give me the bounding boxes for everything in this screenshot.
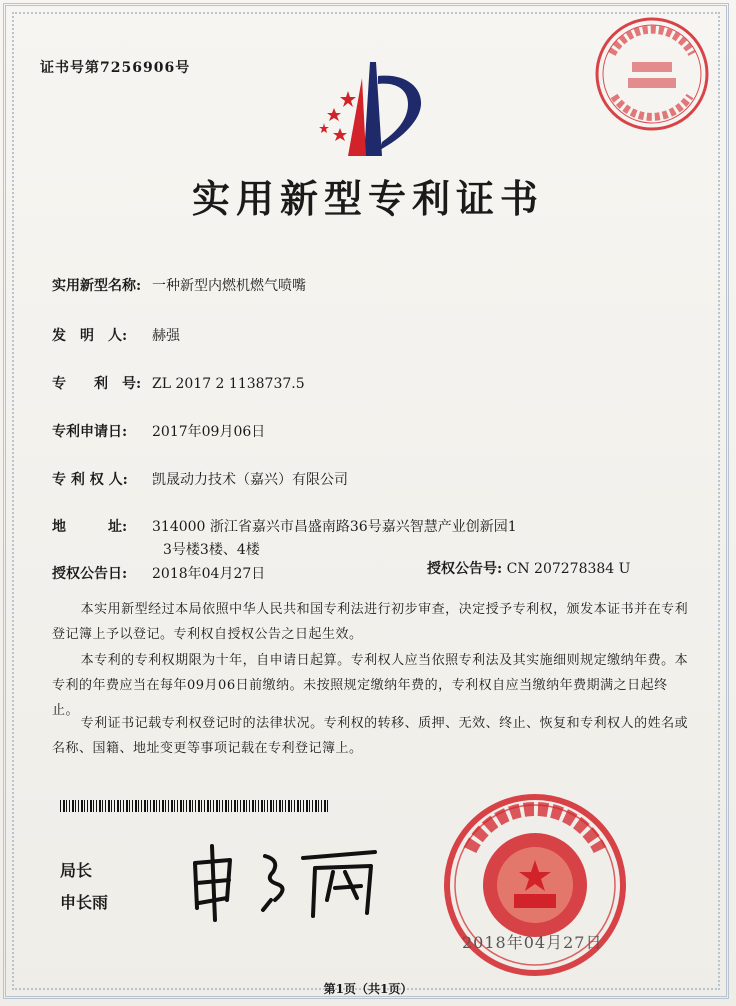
inventor-value: 赫强 — [152, 328, 180, 344]
utility-name-value: 一种新型内燃机燃气喷嘴 — [152, 278, 306, 294]
body-paragraph-1: 本实用新型经过本局依照中华人民共和国专利法进行初步审查，决定授予专利权，颁发本证书并在专利登记簿上予以登记。专利权自授权公告之日起生效。 — [52, 602, 689, 642]
grant-date-value: 2018年04月27日 — [152, 566, 266, 582]
patent-number-row — [52, 373, 305, 393]
patentee-value: 凯晟动力技术（嘉兴）有限公司 — [152, 472, 348, 488]
grant-pub-row — [427, 558, 630, 578]
body-paragraph-3: 专利证书记载专利权登记时的法律状况。专利权的转移、质押、无效、终止、恢复和专利权人的姓名或名称、国籍、地址变更等事项记载在专利登记簿上。 — [52, 716, 689, 756]
certificate-number: 证书号第7256906号 — [40, 60, 191, 76]
patentee-label: 专 利 权 人: — [52, 472, 128, 488]
seal-date: 2018年04月27日 — [462, 933, 603, 952]
inventor-row — [52, 325, 180, 345]
address-line2: 3号楼3楼、4楼 — [163, 542, 260, 558]
grant-pub-label: 授权公告号: — [427, 561, 503, 577]
filing-date-label: 专利申请日: — [52, 424, 128, 440]
director-title: 局长 — [60, 861, 93, 880]
address-line1: 314000 浙江省嘉兴市昌盛南路36号嘉兴智慧产业创新园1 — [152, 519, 517, 535]
utility-name-label: 实用新型名称: — [52, 278, 142, 294]
address-label: 地 址: — [52, 519, 128, 535]
utility-name-row — [52, 275, 306, 295]
page-number: 第1页（共1页） — [323, 982, 413, 996]
grant-date-row — [52, 563, 265, 583]
patent-number-value: ZL 2017 2 1138737.5 — [152, 376, 305, 392]
patent-number-label: 专 利 号: — [52, 376, 142, 392]
cnipa-logo-icon — [304, 58, 434, 163]
certificate-title: 实用新型专利证书 — [191, 177, 544, 221]
agency-stamp — [592, 14, 712, 134]
patentee-row — [52, 469, 348, 489]
director-name: 申长雨 — [60, 893, 109, 912]
filing-date-value: 2017年09月06日 — [152, 424, 266, 440]
director-signature — [185, 838, 385, 923]
body-paragraph-2: 本专利的专利权期限为十年，自申请日起算。专利权人应当依照专利法及其实施细则规定缴纳年费。本专利的年费应当在每年09月06日前缴纳。未按照规定缴纳年费的，专利权自应当缴纳年费期满之日起终止。 — [52, 653, 689, 718]
inventor-label: 发 明 人: — [52, 328, 128, 344]
barcode — [60, 800, 330, 812]
grant-date-label: 授权公告日: — [52, 566, 128, 582]
address-row — [52, 516, 517, 536]
filing-date-row — [52, 421, 265, 441]
grant-pub-value: CN 207278384 U — [506, 561, 631, 577]
